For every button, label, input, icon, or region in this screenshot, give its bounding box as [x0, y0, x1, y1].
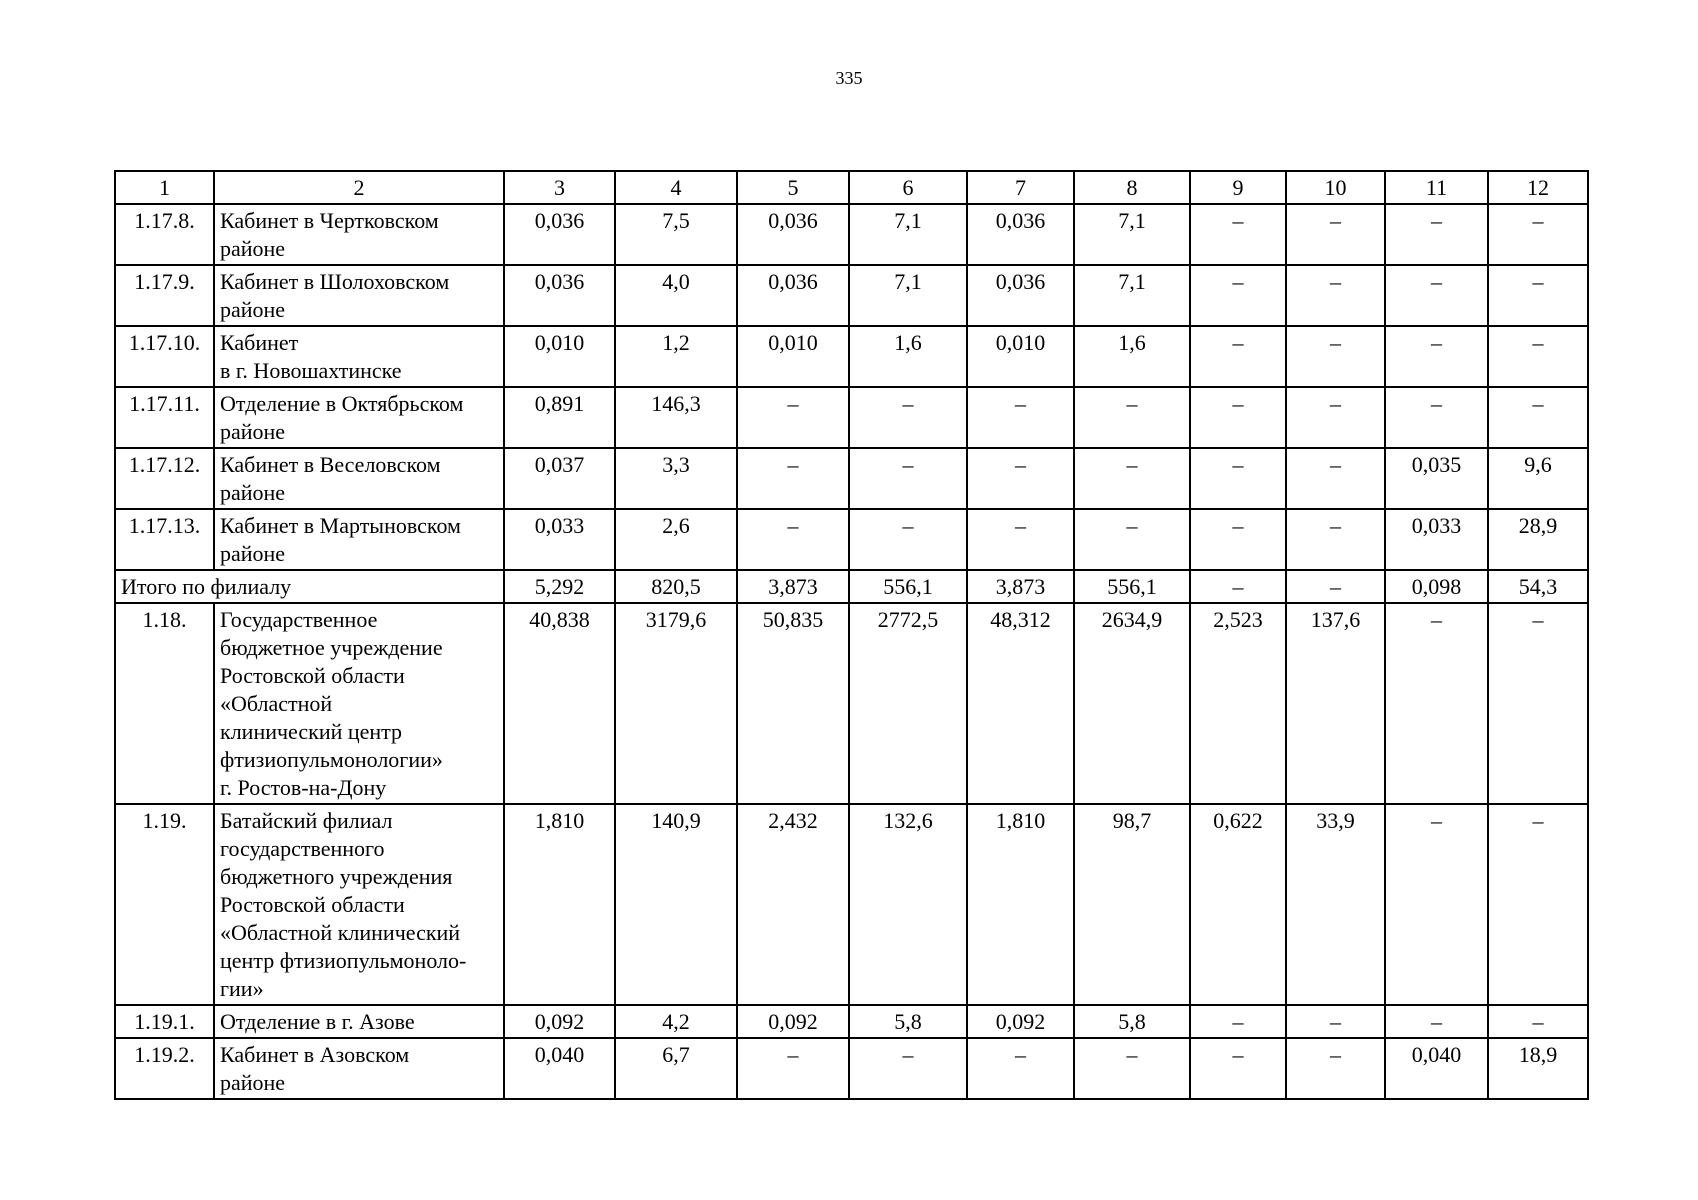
cell-value: 7,1	[849, 204, 967, 265]
table-row	[115, 1038, 1588, 1099]
cell-value: 0,092	[504, 1005, 615, 1038]
table-row	[115, 509, 1588, 570]
cell-value: –	[849, 448, 967, 509]
row-name: Кабинет в Чертковском районе	[214, 204, 504, 265]
cell-value: 1,810	[504, 804, 615, 1005]
row-number: 1.19.2.	[115, 1038, 214, 1099]
cell-value: –	[1286, 1005, 1385, 1038]
cell-value: –	[1074, 387, 1190, 448]
row-number: 1.18.	[115, 603, 214, 804]
cell-value: –	[967, 387, 1074, 448]
data-table	[114, 170, 1589, 1100]
total-value: 3,873	[737, 570, 849, 603]
total-value: 556,1	[1074, 570, 1190, 603]
column-header: 2	[214, 171, 504, 204]
cell-value: 0,033	[504, 509, 615, 570]
row-number: 1.17.11.	[115, 387, 214, 448]
cell-value: –	[1190, 1038, 1286, 1099]
cell-value: 2772,5	[849, 603, 967, 804]
cell-value: –	[1286, 448, 1385, 509]
cell-value: 1,810	[967, 804, 1074, 1005]
total-value: 0,098	[1385, 570, 1488, 603]
cell-value: 18,9	[1488, 1038, 1588, 1099]
cell-value: 1,6	[849, 326, 967, 387]
cell-value: 140,9	[615, 804, 737, 1005]
cell-value: 0,036	[737, 204, 849, 265]
row-number: 1.17.13.	[115, 509, 214, 570]
total-value: 556,1	[849, 570, 967, 603]
cell-value: 2,523	[1190, 603, 1286, 804]
column-header: 7	[967, 171, 1074, 204]
cell-value: –	[1488, 804, 1588, 1005]
cell-value: 0,010	[737, 326, 849, 387]
cell-value: 0,092	[737, 1005, 849, 1038]
cell-value: –	[1385, 1005, 1488, 1038]
column-header: 3	[504, 171, 615, 204]
table-row	[115, 804, 1588, 1005]
row-name: Государственное бюджетное учреждение Ростовской области «Областной клинический центр фтизиопульмонологии» г. Ростов-на-Дону	[214, 603, 504, 804]
cell-value: –	[849, 387, 967, 448]
cell-value: 0,036	[967, 204, 1074, 265]
cell-value: –	[737, 509, 849, 570]
cell-value: 2,6	[615, 509, 737, 570]
cell-value: –	[1488, 326, 1588, 387]
cell-value: –	[1190, 265, 1286, 326]
column-header: 5	[737, 171, 849, 204]
cell-value: 0,010	[967, 326, 1074, 387]
cell-value: –	[1385, 804, 1488, 1005]
row-number: 1.17.9.	[115, 265, 214, 326]
cell-value: –	[1385, 603, 1488, 804]
cell-value: –	[1074, 448, 1190, 509]
cell-value: 1,6	[1074, 326, 1190, 387]
table-row	[115, 204, 1588, 265]
table-row	[115, 603, 1588, 804]
cell-value: –	[737, 1038, 849, 1099]
cell-value: 4,0	[615, 265, 737, 326]
table-row	[115, 265, 1588, 326]
cell-value: 3,3	[615, 448, 737, 509]
cell-value: –	[1385, 204, 1488, 265]
column-header: 8	[1074, 171, 1190, 204]
cell-value: 0,036	[504, 204, 615, 265]
cell-value: –	[737, 387, 849, 448]
cell-value: 7,1	[849, 265, 967, 326]
cell-value: 0,035	[1385, 448, 1488, 509]
cell-value: –	[1190, 448, 1286, 509]
row-name: Батайский филиал государственного бюджетного учреждения Ростовской области «Областной клинический центр фтизиопульмоноло- гии»	[214, 804, 504, 1005]
row-number: 1.19.	[115, 804, 214, 1005]
cell-value: 9,6	[1488, 448, 1588, 509]
cell-value: –	[1190, 387, 1286, 448]
cell-value: 7,1	[1074, 204, 1190, 265]
cell-value: –	[1190, 1005, 1286, 1038]
total-label: Итого по филиалу	[115, 570, 504, 603]
cell-value: –	[1385, 265, 1488, 326]
cell-value: –	[1286, 1038, 1385, 1099]
row-number: 1.17.10.	[115, 326, 214, 387]
total-value: 3,873	[967, 570, 1074, 603]
cell-value: 137,6	[1286, 603, 1385, 804]
cell-value: 0,036	[737, 265, 849, 326]
row-name: Кабинет в Мартыновском районе	[214, 509, 504, 570]
total-value: 54,3	[1488, 570, 1588, 603]
cell-value: 6,7	[615, 1038, 737, 1099]
cell-value: 33,9	[1286, 804, 1385, 1005]
cell-value: 0,037	[504, 448, 615, 509]
cell-value: 132,6	[849, 804, 967, 1005]
cell-value: 1,2	[615, 326, 737, 387]
column-header: 9	[1190, 171, 1286, 204]
cell-value: 48,312	[967, 603, 1074, 804]
cell-value: 98,7	[1074, 804, 1190, 1005]
page-number: 335	[835, 68, 863, 88]
cell-value: –	[849, 1038, 967, 1099]
cell-value: –	[1074, 1038, 1190, 1099]
cell-value: 0,010	[504, 326, 615, 387]
cell-value: –	[1488, 603, 1588, 804]
cell-value: –	[1286, 204, 1385, 265]
cell-value: 40,838	[504, 603, 615, 804]
table-row	[115, 387, 1588, 448]
cell-value: 0,092	[967, 1005, 1074, 1038]
column-header: 11	[1385, 171, 1488, 204]
cell-value: 0,040	[504, 1038, 615, 1099]
row-name: Отделение в Октябрьском районе	[214, 387, 504, 448]
table-row	[115, 448, 1588, 509]
cell-value: 0,040	[1385, 1038, 1488, 1099]
column-header: 1	[115, 171, 214, 204]
row-name: Отделение в г. Азове	[214, 1005, 504, 1038]
cell-value: 28,9	[1488, 509, 1588, 570]
cell-value: 0,891	[504, 387, 615, 448]
row-number: 1.17.8.	[115, 204, 214, 265]
row-name: Кабинет в Азовском районе	[214, 1038, 504, 1099]
row-number: 1.17.12.	[115, 448, 214, 509]
column-header: 10	[1286, 171, 1385, 204]
cell-value: –	[967, 509, 1074, 570]
cell-value: –	[1488, 204, 1588, 265]
total-value: –	[1286, 570, 1385, 603]
cell-value: 7,1	[1074, 265, 1190, 326]
cell-value: –	[1074, 509, 1190, 570]
cell-value: –	[1488, 387, 1588, 448]
cell-value: –	[967, 448, 1074, 509]
cell-value: –	[1190, 204, 1286, 265]
cell-value: –	[1488, 265, 1588, 326]
cell-value: –	[967, 1038, 1074, 1099]
column-number-row	[115, 171, 1588, 204]
row-name: Кабинет в г. Новошахтинске	[214, 326, 504, 387]
row-name: Кабинет в Веселовском районе	[214, 448, 504, 509]
row-name: Кабинет в Шолоховском районе	[214, 265, 504, 326]
total-value: 5,292	[504, 570, 615, 603]
cell-value: –	[1190, 509, 1286, 570]
cell-value: –	[849, 509, 967, 570]
total-value: –	[1190, 570, 1286, 603]
column-header: 12	[1488, 171, 1588, 204]
cell-value: –	[1488, 1005, 1588, 1038]
cell-value: 2634,9	[1074, 603, 1190, 804]
cell-value: –	[1190, 326, 1286, 387]
cell-value: 0,036	[504, 265, 615, 326]
cell-value: 0,622	[1190, 804, 1286, 1005]
cell-value: –	[1286, 326, 1385, 387]
row-number: 1.19.1.	[115, 1005, 214, 1038]
total-row	[115, 570, 1588, 603]
table-row	[115, 1005, 1588, 1038]
cell-value: –	[737, 448, 849, 509]
column-header: 6	[849, 171, 967, 204]
total-value: 820,5	[615, 570, 737, 603]
cell-value: 146,3	[615, 387, 737, 448]
cell-value: 0,036	[967, 265, 1074, 326]
cell-value: 3179,6	[615, 603, 737, 804]
cell-value: –	[1385, 326, 1488, 387]
cell-value: –	[1385, 387, 1488, 448]
cell-value: 50,835	[737, 603, 849, 804]
cell-value: –	[1286, 387, 1385, 448]
table-row	[115, 326, 1588, 387]
cell-value: 4,2	[615, 1005, 737, 1038]
cell-value: –	[1286, 509, 1385, 570]
cell-value: –	[1286, 265, 1385, 326]
cell-value: 5,8	[1074, 1005, 1190, 1038]
column-header: 4	[615, 171, 737, 204]
cell-value: 0,033	[1385, 509, 1488, 570]
cell-value: 5,8	[849, 1005, 967, 1038]
cell-value: 2,432	[737, 804, 849, 1005]
cell-value: 7,5	[615, 204, 737, 265]
